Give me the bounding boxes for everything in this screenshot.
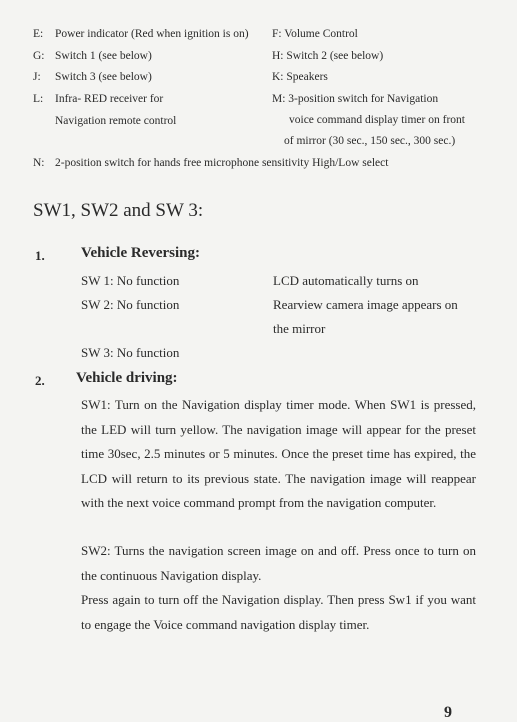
legend-text: Power indicator (Red when ignition is on) [55, 28, 249, 40]
section2-para-sw2: SW2: Turns the navigation screen image on and off. Press once to turn on the continuous Navigation display. [81, 543, 476, 583]
legend-item-g [33, 50, 152, 62]
section2-number: 2. [35, 373, 45, 388]
legend-key: L: [33, 93, 44, 105]
legend-text: Switch 1 (see below) [55, 50, 152, 62]
section-heading: SW1, SW2 and SW 3: [33, 200, 204, 221]
legend-text: Switch 2 (see below) [286, 50, 384, 62]
legend-key: N: [33, 157, 45, 169]
section1-sw1-desc: LCD automatically turns on [273, 273, 419, 288]
legend-text: Infra- RED receiver for [55, 93, 164, 105]
legend-item-m-line3: of mirror (30 sec., 150 sec., 300 sec.) [284, 135, 456, 147]
legend-item-k [272, 71, 328, 83]
section1-title: Vehicle Reversing: [81, 245, 201, 261]
legend-item-m-line2: voice command display timer on front [289, 114, 465, 126]
section1-sw3: SW 3: No function [81, 345, 180, 360]
legend-item-l-line2: Navigation remote control [55, 115, 177, 127]
legend-text: 2-position switch for hands free microphone sensitivity High/Low select [55, 157, 389, 169]
legend-item-j [33, 71, 152, 83]
legend-text: Speakers [286, 71, 328, 83]
legend-item-n [33, 157, 388, 169]
legend-text: Volume Control [284, 28, 358, 40]
legend-text: 3-position switch for Navigation [288, 93, 439, 105]
legend-key: J: [33, 71, 41, 83]
legend-item-l [33, 93, 163, 105]
legend-item-m [272, 93, 438, 105]
section1-sw2: SW 2: No function [81, 297, 180, 312]
legend-key: H: [272, 50, 284, 62]
legend-item-e [33, 28, 249, 40]
legend-item-h [272, 50, 383, 62]
legend-key: M: [272, 93, 286, 105]
section2-para-timer: Press again to turn off the Navigation display. Then press Sw1 if you want to engage the Voice command navigation display timer. [81, 592, 476, 632]
legend-key: G: [33, 50, 45, 62]
section1-number: 1. [35, 248, 45, 263]
legend-text: Switch 3 (see below) [55, 71, 152, 83]
legend-key: E: [33, 28, 44, 40]
legend-key: K: [272, 71, 284, 83]
section2-para-sw1: SW1: Turn on the Navigation display timer mode. When SW1 is pressed, the LED will turn yellow. The navigation image will appear for the preset time 30sec, 2.5 minutes or 5 minutes. Once the preset time has expired, the LCD will return to its previous state. The navigation image will reappear with the next voice command prompt from the navigation computer. [81, 397, 476, 510]
section1-sw1: SW 1: No function [81, 273, 180, 288]
section1-sw2-desc-line2: the mirror [273, 321, 326, 336]
section2-title: Vehicle driving: [76, 370, 178, 386]
legend-key: F: [272, 28, 282, 40]
legend-item-f [272, 28, 358, 40]
page-number: 9 [444, 704, 452, 721]
section1-sw2-desc-line1: Rearview camera image appears on [273, 297, 458, 312]
